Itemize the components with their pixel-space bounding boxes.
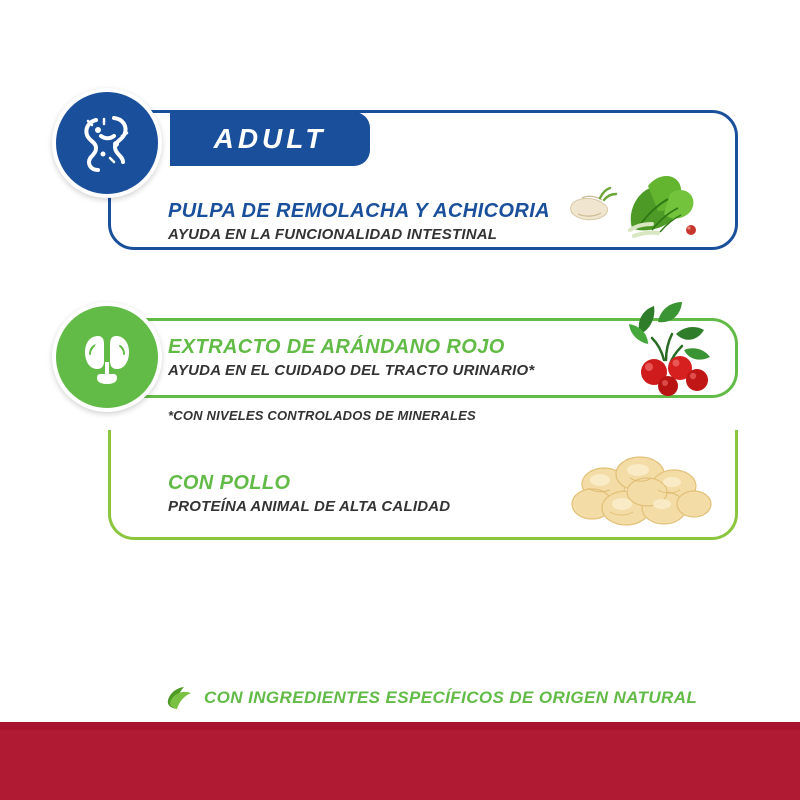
chicory-and-beet-image (560, 168, 720, 246)
bottom-bar (0, 722, 800, 800)
benefit-subtitle-intestinal: AYUDA EN LA FUNCIONALIDAD INTESTINAL (168, 226, 498, 243)
natural-ingredients-footer (160, 678, 697, 717)
adult-banner-label: ADULT (213, 123, 327, 154)
adult-banner (170, 112, 370, 166)
benefit-subtitle-urinary: AYUDA EN EL CUIDADO DEL TRACTO URINARIO* (168, 362, 535, 379)
benefit-title-urinary: EXTRACTO DE ARÁNDANO ROJO (168, 336, 505, 358)
natural-ingredients-text: CON INGREDIENTES ESPECÍFICOS DE ORIGEN NATURAL (204, 687, 698, 707)
bottom-bar-inner (0, 730, 800, 800)
intestine-icon (52, 88, 162, 198)
benefit-text-intestinal (168, 200, 550, 243)
benefit-title-intestinal: PULPA DE REMOLACHA Y ACHICORIA (168, 200, 551, 222)
minerals-note: *CON NIVELES CONTROLADOS DE MINERALES (168, 408, 476, 423)
kidney-icon (52, 302, 162, 412)
benefit-text-urinary (168, 336, 534, 379)
chicken-chunks-image (552, 438, 722, 538)
benefit-title-chicken: CON POLLO (168, 472, 291, 494)
benefit-subtitle-chicken: PROTEÍNA ANIMAL DE ALTA CALIDAD (168, 498, 451, 515)
leaf-icon (160, 678, 194, 717)
cranberries-image (580, 300, 730, 400)
benefit-text-chicken (168, 472, 450, 515)
